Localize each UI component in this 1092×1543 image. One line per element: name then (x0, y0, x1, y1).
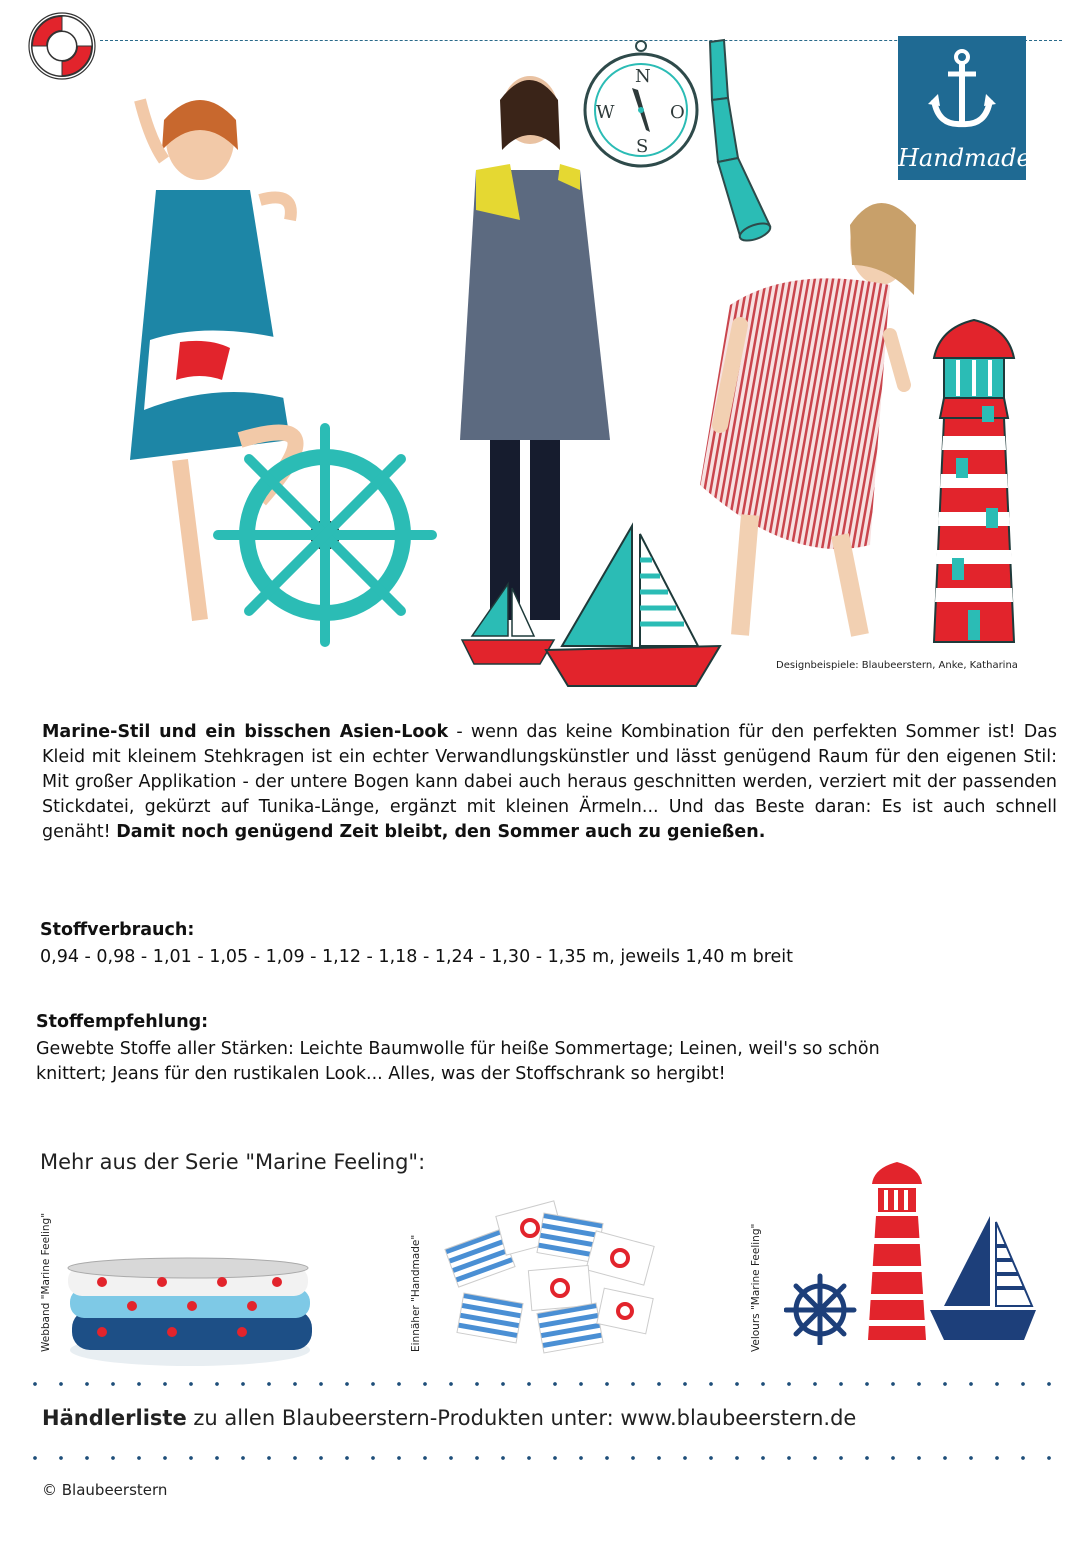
fabric-recommendation-line2: knittert; Jeans für den rustikalen Look... Alles, was der Stoffschrank so hergibt! (36, 1064, 726, 1084)
product-image-velours (784, 1160, 1044, 1345)
divider-dotted-bottom (22, 1456, 1062, 1460)
dealer-line (42, 1406, 856, 1430)
photo-caption: Designbeispiele: Blaubeerstern, Anke, Katharina (776, 660, 1018, 671)
lifebuoy-icon (26, 10, 98, 82)
anchor-icon (928, 48, 996, 132)
handmade-badge (898, 36, 1031, 180)
fabric-usage-title: Stoffverbrauch: (40, 920, 195, 940)
compass-letter-s: S (636, 136, 649, 157)
intro-closing: Damit noch genügend Zeit bleibt, den Sommer auch zu genießen. (116, 822, 766, 842)
product-label-webband: Webband "Marine Feeling" (40, 1212, 52, 1352)
product-image-webband (62, 1252, 317, 1372)
dealer-text: zu allen Blaubeerstern-Produkten unter: www.blaubeerstern.de (186, 1406, 857, 1430)
ship-wheel-icon (210, 420, 440, 650)
fabric-recommendation-line1: Gewebte Stoffe aller Stärken: Leichte Baumwolle für heiße Sommertage; Leinen, weil's so schön (36, 1039, 880, 1059)
divider-dotted-top (22, 1382, 1062, 1386)
photo-girl-striped-dress (690, 185, 920, 645)
intro-body: - wenn das keine Kombination für den perfekten Sommer ist! Das Kleid mit kleinem Stehkragen ist ein echter Verwandlungskünstler und lässt genügend Raum für den eigenen Stil: Mit großer Applikation - der untere Bogen kann dabei auch heraus geschnitten werden, verziert mit der passenden Stickdatei, gekürzt auf Tunika-Länge, ergänzt mit kleinen Ärmeln... Und das Beste daran: Es ist auch schnell genäht! (42, 722, 1058, 842)
series-title: Mehr aus der Serie "Marine Feeling": (40, 1150, 426, 1174)
dealer-label: Händlerliste (42, 1406, 187, 1430)
intro-lead: Marine-Stil und ein bisschen Asien-Look (42, 722, 449, 742)
fabric-recommendation-title: Stoffempfehlung: (36, 1012, 209, 1032)
product-label-velours: Velours "Marine Feeling" (750, 1223, 762, 1352)
badge-label: Handmade (898, 144, 1031, 172)
product-image-labels (440, 1198, 665, 1363)
intro-paragraph (42, 720, 1057, 845)
fabric-usage-text: 0,94 - 0,98 - 1,01 - 1,05 - 1,09 - 1,12 - 1,18 - 1,24 - 1,30 - 1,35 m, jeweils 1,40 m breit (40, 947, 794, 967)
lighthouse-icon (928, 318, 1020, 646)
compass-letter-w: W (596, 102, 615, 123)
compass-letter-n: N (635, 66, 651, 87)
product-label-einnaeher: Einnäher "Handmade" (410, 1234, 422, 1352)
copyright: © Blaubeerstern (42, 1481, 168, 1499)
compass-letter-o: O (670, 102, 685, 123)
